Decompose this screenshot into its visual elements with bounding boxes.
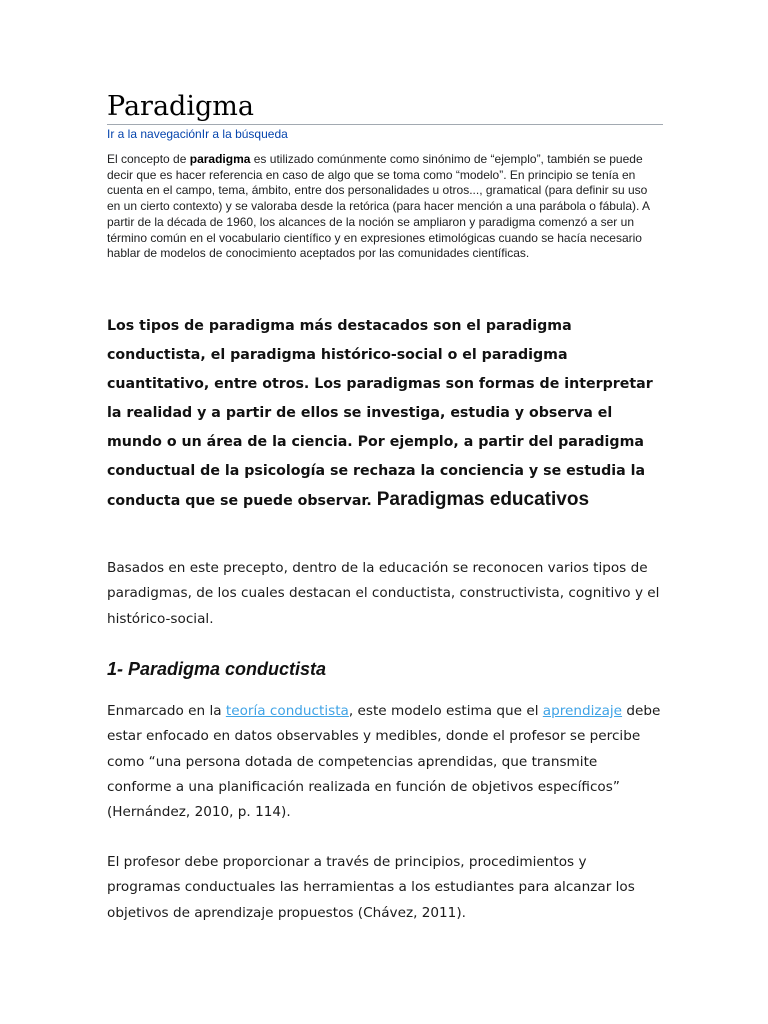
intro-bold-term: paradigma bbox=[189, 152, 251, 166]
skip-links bbox=[107, 127, 288, 141]
enmarcado-text-mid: , este modelo estima que el bbox=[348, 703, 543, 719]
enmarcado-text-pre: Enmarcado en la bbox=[107, 703, 226, 719]
heading-paradigma-conductista: 1- Paradigma conductista bbox=[107, 659, 327, 679]
nav-link-navigation[interactable]: Ir a la navegación bbox=[107, 127, 202, 141]
nav-link-search[interactable]: Ir a la búsqueda bbox=[201, 127, 288, 141]
bold-paragraph bbox=[107, 312, 663, 516]
paragraph-profesor: El profesor debe proporcionar a través de principios, procedimientos y programas conductuales las herramientas a los estudiantes para alcanzar los objetivos de aprendizaje propuestos (Chávez, 2011). bbox=[107, 854, 635, 921]
intro-text-pre: El concepto de bbox=[107, 152, 190, 166]
link-teoria-conductista[interactable]: teoría conductista bbox=[225, 703, 349, 719]
enmarcado-text-post: debe estar enfocado en datos observables y medibles, donde el profesor se percibe como “una persona dotada de competencias aprendidas, que transmite conforme a una planificación realizada en función de objetivos específicos” (Hernández, 2010, p. 114). bbox=[107, 703, 661, 821]
page-title: Paradigma bbox=[107, 88, 663, 125]
intro-paragraph bbox=[107, 152, 663, 262]
link-aprendizaje[interactable]: aprendizaje bbox=[542, 703, 623, 719]
paragraph-enmarcado bbox=[107, 699, 663, 825]
bold-paragraph-text: Los tipos de paradigma más destacados son el paradigma conductista, el paradigma histórico-social o el paradigma cuantitativo, entre otros. Los paradigmas son formas de interpretar la realidad y a partir de ellos se investiga, estudia y observa el mundo o un área de la ciencia. Por ejemplo, a partir del paradigma conductual de la psicología se rechaza la conciencia y se estudia la conducta que se puede observar. bbox=[107, 318, 653, 509]
paragraph-basados: Basados en este precepto, dentro de la educación se reconocen varios tipos de paradigmas, de los cuales destacan el conductista, constructivista, cognitivo y el histórico-social. bbox=[107, 560, 660, 627]
intro-text-post: es utilizado comúnmente como sinónimo de “ejemplo”, también se puede decir que es hacer referencia en caso de algo que se toma como “modelo”. En principio se tenía en cuenta en el campo, tema, ámbito, entre dos personalidades u otros..., gramatical (para definir su uso en un cierto contexto) y se valoraba desde la retórica (para hacer mención a una parábola o fábula). A partir de la década de 1960, los alcances de la noción se ampliaron y paradigma comenzó a ser un término común en el vocabulario científico y en expresiones etimológicas cuando se hacía necesario hablar de modelos de conocimiento aceptados por las comunidades científicas. bbox=[107, 152, 650, 261]
heading-paradigmas-educativos: Paradigmas educativos bbox=[376, 489, 590, 510]
